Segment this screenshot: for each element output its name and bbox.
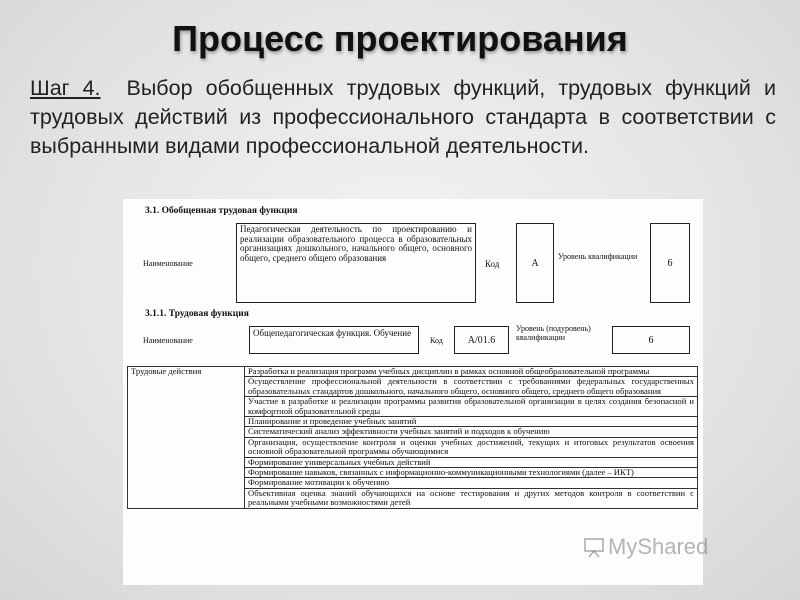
func-level-box: 6 <box>612 326 690 354</box>
func-level-label: Уровень (подуровень) квалификации <box>516 324 591 342</box>
func-name-box: Общепедагогическая функция. Обучение <box>249 326 419 354</box>
gen-level-box: 6 <box>650 223 690 303</box>
step-text: Выбор обобщенных трудовых функций, трудовых функций и трудовых действий из профессионального стандарта в соответствии с выбранными видами профессиональной деятельности. <box>30 76 776 158</box>
table-row <box>128 367 698 377</box>
gen-code-label: Код <box>485 259 500 269</box>
action-cell: Планирование и проведение учебных занятий <box>245 417 698 427</box>
action-cell: Формирование мотивации к обучению <box>245 478 698 488</box>
watermark-logo: MyShared <box>608 534 709 559</box>
gen-level-label: Уровень квалификации <box>558 252 638 261</box>
action-cell: Формирование универсальных учебных действий <box>245 457 698 467</box>
func-code-box: А/01.6 <box>454 326 509 354</box>
action-cell: Формирование навыков, связанных с информационно-коммуникационными технологиями (далее – ИКТ) <box>245 468 698 478</box>
action-cell: Систематический анализ эффективности учебных занятий и подходов к обучению <box>245 427 698 437</box>
gen-name-label: Наименование <box>143 259 193 268</box>
gen-function-heading: 3.1. Обобщенная трудовая функция <box>145 206 298 216</box>
action-cell: Организация, осуществление контроля и оценки учебных достижений, текущих и итоговых результатов освоения основной образовательной программы обучающимися <box>245 437 698 457</box>
action-cell: Осуществление профессиональной деятельности в соответствии с требованиями федеральных государственных образовательных стандартов дошкольного, начального общего, основного общего, среднего общего образования <box>245 377 698 397</box>
action-cell: Объективная оценка знаний обучающихся на основе тестирования и других методов контроля в соответствии с реальными учебными возможностями детей <box>245 488 698 508</box>
step-paragraph <box>30 74 776 161</box>
labor-actions-table <box>127 366 698 509</box>
action-cell: Участие в разработке и реализации программы развития образовательной организации в целях создания безопасной и комфортной образовательной среды <box>245 397 698 417</box>
presentation-icon <box>583 536 605 558</box>
gen-code-box: А <box>516 223 554 303</box>
gen-name-box: Педагогическая деятельность по проектированию и реализации образовательного процесса в образовательных организациях дошкольного, начального общего, основного общего, среднего общего образования <box>236 223 476 303</box>
labor-function-heading: 3.1.1. Трудовая функция <box>145 309 249 319</box>
func-name-label: Наименование <box>143 336 193 345</box>
action-cell: Разработка и реализация программ учебных дисциплин в рамках основной общеобразовательной программы <box>245 367 698 377</box>
step-label: Шаг 4. <box>30 76 101 100</box>
slide-title: Процесс проектирования <box>172 18 628 59</box>
standard-document-image <box>123 199 703 585</box>
func-code-label: Код <box>430 336 443 345</box>
actions-header: Трудовые действия <box>128 367 245 509</box>
